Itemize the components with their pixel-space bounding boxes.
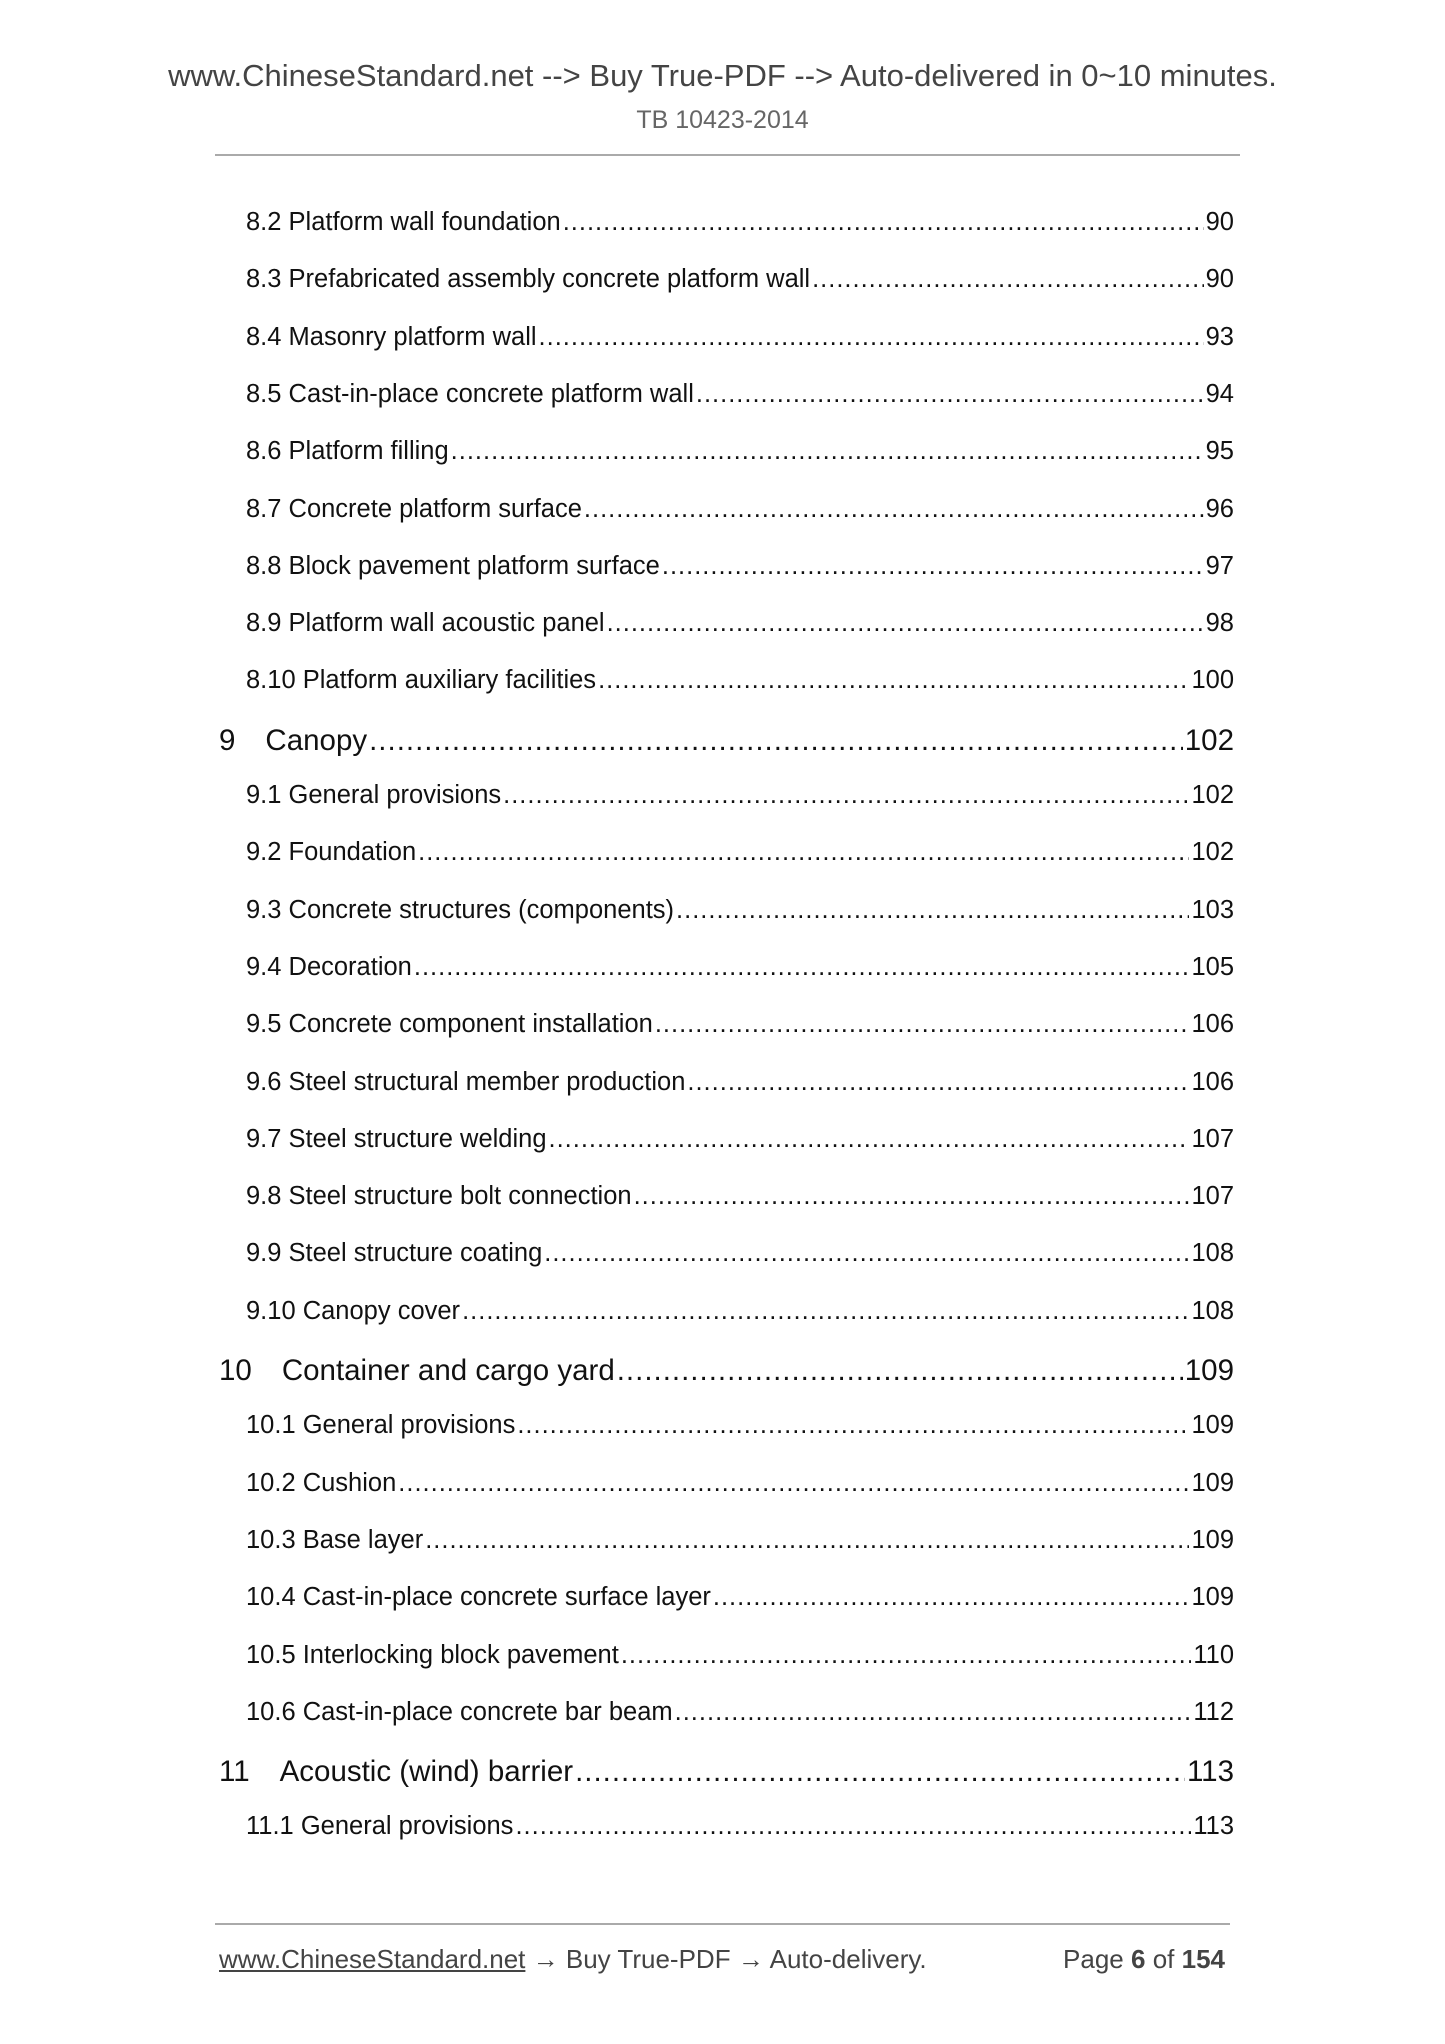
toc-label: 8.4 Masonry platform wall [246,322,537,351]
toc-label: Container and cargo yard [281,1354,615,1387]
toc-label: 9.10 Canopy cover [246,1296,461,1325]
toc-entry[interactable] [246,1583,1234,1612]
total-pages: 154 [1181,1944,1225,1974]
toc-page: 109 [1191,1525,1234,1554]
chapter-number: 11 [219,1755,250,1789]
dot-leader [634,1182,1190,1211]
dot-leader [621,1641,1192,1670]
toc-entry[interactable] [246,1297,1234,1326]
dot-leader [539,323,1204,352]
toc-entry[interactable] [246,552,1234,581]
toc-page: 98 [1205,609,1234,638]
toc-label: 9.4 Decoration [246,952,412,981]
toc-label: 9.2 Foundation [246,838,417,867]
toc-entry[interactable] [246,380,1234,409]
dot-leader [462,1297,1189,1326]
toc-entry[interactable] [246,437,1234,466]
toc-page: 112 [1193,1697,1234,1726]
toc-page: 93 [1205,322,1234,351]
footer-divider [215,1923,1230,1925]
dot-leader [503,781,1189,810]
toc-entry[interactable] [246,1010,1234,1039]
dot-leader [369,724,1183,758]
toc-label: 10.3 Base layer [246,1525,424,1554]
arrow-icon: → [737,1944,764,1974]
toc-label: 8.10 Platform auxiliary facilities [246,666,597,695]
toc-label: 9.6 Steel structural member production [246,1067,686,1096]
dot-leader [425,1526,1189,1555]
toc-page: 96 [1205,494,1234,523]
toc-label: 10.1 General provisions [246,1411,516,1440]
toc-label: 11.1 General provisions [246,1812,514,1841]
dot-leader [544,1239,1189,1268]
toc-page: 109 [1191,1411,1234,1440]
toc-label: 10.5 Interlocking block pavement [246,1640,619,1669]
toc-entry[interactable] [246,1182,1234,1211]
toc-label: 9.9 Steel structure coating [246,1239,543,1268]
toc-page: 90 [1205,208,1234,236]
header-banner: www.ChineseStandard.net --> Buy True-PDF --> Auto-delivered in 0~10 minutes. [168,58,1277,93]
dot-leader [517,1411,1189,1440]
footer-link[interactable]: www.ChineseStandard.net [219,1944,526,1974]
toc-page: 106 [1191,1010,1234,1039]
toc-entry[interactable] [246,1469,1234,1498]
toc-page: 94 [1205,379,1234,408]
toc-page: 113 [1193,1812,1234,1841]
footer-text [219,1944,927,1975]
page-number: Page 6 of 154 [1063,1944,1225,1974]
toc-chapter[interactable] [219,724,1234,758]
chapter-number: 9 [219,723,236,757]
dot-leader [398,1469,1189,1498]
dot-leader [687,1068,1189,1097]
dot-leader [617,1354,1183,1388]
toc-label: 9.1 General provisions [246,781,502,809]
document-id: TB 10423-2014 [636,106,809,134]
toc-label: 10.4 Cast-in-place concrete surface layer [246,1583,711,1612]
dot-leader [675,1698,1192,1727]
toc-label: 8.6 Platform filling [246,437,449,466]
chapter-number: 10 [219,1354,252,1387]
footer-delivery: Auto-delivery. [769,1944,927,1974]
toc-label: Canopy [265,723,368,757]
current-page: 6 [1130,1944,1146,1974]
toc-label: 9.5 Concrete component installation [246,1010,653,1039]
toc-label: 9.8 Steel structure bolt connection [246,1182,632,1211]
toc-page: 109 [1191,1468,1234,1497]
toc-entry[interactable] [246,781,1234,810]
toc-entry[interactable] [246,666,1234,695]
arrow-icon: → [532,1944,559,1974]
toc-page: 102 [1184,723,1234,757]
toc-entry[interactable] [246,265,1234,294]
toc-entry[interactable] [246,1125,1234,1154]
toc-entry[interactable] [246,1068,1234,1097]
toc-page: 103 [1191,895,1234,924]
toc-page: 107 [1191,1182,1234,1211]
toc-page: 102 [1191,838,1234,867]
dot-leader [575,1755,1185,1789]
toc-entry[interactable] [246,1239,1234,1268]
toc-label: 10.2 Cushion [246,1468,397,1497]
toc-page: 108 [1191,1296,1234,1325]
toc-label: 9.3 Concrete structures (components) [246,895,675,924]
dot-leader [451,437,1204,466]
toc-page: 109 [1184,1354,1234,1387]
toc-page: 110 [1193,1640,1234,1669]
toc-entry[interactable] [246,495,1234,524]
toc-page: 113 [1186,1755,1234,1789]
dot-leader [812,265,1204,294]
toc-label: Acoustic (wind) barrier [279,1755,574,1789]
toc-entry[interactable] [246,1812,1234,1841]
toc-page: 107 [1191,1124,1234,1153]
dot-leader [563,208,1204,237]
dot-leader [584,495,1204,524]
toc-entry[interactable] [246,1698,1234,1727]
dot-leader [549,1125,1190,1154]
dot-leader [414,953,1190,982]
toc-label: 8.3 Prefabricated assembly concrete platform wall [246,265,811,294]
dot-leader [662,552,1204,581]
toc-entry[interactable] [246,1526,1234,1555]
dot-leader [655,1010,1190,1039]
toc-chapter[interactable] [219,1354,1234,1388]
dot-leader [418,838,1189,867]
dot-leader [598,666,1189,695]
toc-page: 105 [1191,952,1234,981]
toc-label: 10.6 Cast-in-place concrete bar beam [246,1697,673,1726]
toc-entry[interactable] [246,953,1234,982]
toc-chapter[interactable] [219,1755,1234,1789]
dot-leader [607,609,1204,638]
toc-page: 100 [1191,666,1234,695]
toc-page: 95 [1205,437,1234,466]
dot-leader [696,380,1204,409]
toc-label: 9.7 Steel structure welding [246,1124,547,1153]
toc-entry[interactable] [246,838,1234,867]
toc-entry[interactable] [246,323,1234,352]
dot-leader [515,1812,1191,1841]
toc-entry[interactable] [246,1411,1234,1440]
toc-label: 8.7 Concrete platform surface [246,494,582,523]
toc-page: 106 [1191,1067,1234,1096]
toc-page: 102 [1191,781,1234,809]
toc-page: 90 [1205,265,1234,294]
dot-leader [713,1583,1190,1612]
toc-label: 8.8 Block pavement platform surface [246,551,660,580]
toc-page: 109 [1191,1583,1234,1612]
toc-entry[interactable] [246,896,1234,925]
toc-entry[interactable] [246,208,1234,237]
toc-page: 108 [1191,1239,1234,1268]
toc-label: 8.9 Platform wall acoustic panel [246,609,605,638]
toc-entry[interactable] [246,609,1234,638]
toc-entry[interactable] [246,1641,1234,1670]
toc-label: 8.2 Platform wall foundation [246,208,561,236]
header-divider [215,154,1240,156]
toc-page: 97 [1205,551,1234,580]
toc-label: 8.5 Cast-in-place concrete platform wall [246,379,694,408]
dot-leader [676,896,1189,925]
footer-buy: Buy True-PDF [565,1944,731,1974]
